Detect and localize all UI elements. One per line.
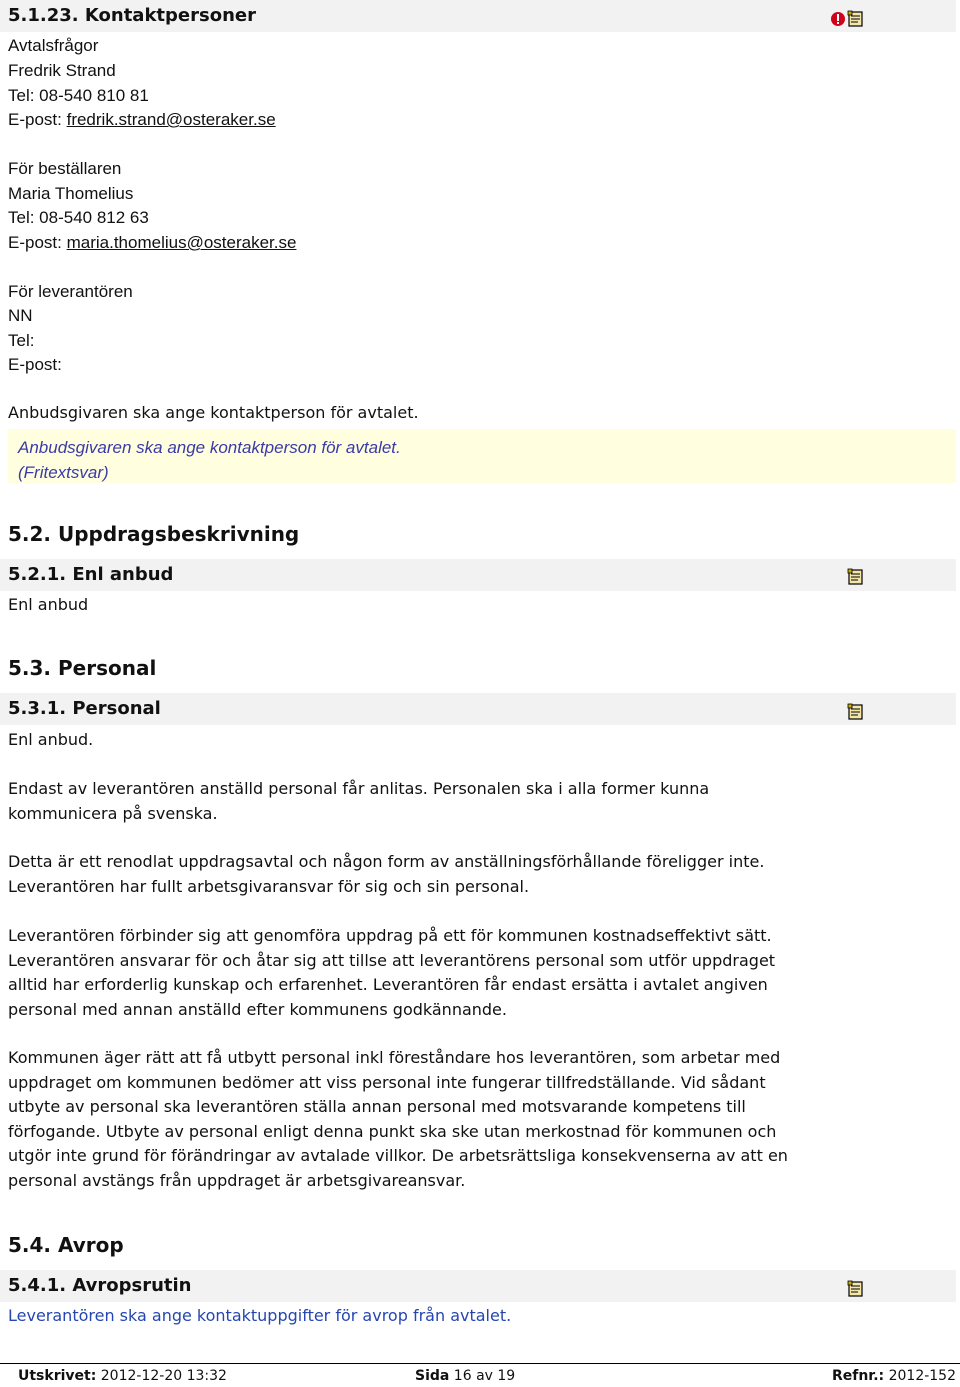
footer-ref-label: Refnr.: — [831, 1368, 885, 1384]
scroll-icon[interactable] — [847, 10, 863, 26]
section-text: Leverantören ska ange kontaktuppgifter för avrop från avtalet. — [8, 1306, 512, 1325]
answer-box — [8, 429, 956, 483]
contact-email-label: E-post: — [8, 110, 67, 129]
section-heading-5-4: 5.4. Avrop — [8, 1233, 124, 1257]
footer-page — [415, 1365, 515, 1387]
page-footer — [0, 1363, 960, 1385]
paragraph: Endast av leverantören anställd personal får anlitas. Personalen ska i alla former kunna kommunicera på svenska. — [8, 779, 710, 823]
scroll-icon[interactable] — [847, 703, 863, 719]
scroll-icon[interactable] — [847, 1280, 863, 1296]
section-intro: Enl anbud. — [8, 730, 94, 749]
footer-page-value: 16 av 19 — [449, 1368, 516, 1384]
requirement-text: Anbudsgivaren ska ange kontaktperson för avtalet. — [8, 403, 419, 422]
contact-role: För beställaren — [8, 159, 122, 178]
answer-type: (Fritextsvar) — [18, 462, 109, 482]
paragraph: Leverantören förbinder sig att genomföra uppdrag på ett för kommunen kostnadseffektivt sätt. Leverantören ansvarar för och åtar sig att tillse att leverantörens personal som utför uppdraget alltid har erforderlig kunskap och erfarenhet. Leverantören får endast ersätta i avtalet angiven personal med annan anställd efter kommunens godkännande. — [8, 926, 776, 1019]
contact-name: Fredrik Strand — [8, 61, 116, 80]
contact-email-row — [8, 353, 956, 377]
footer-printed-label: Utskrivet: — [18, 1368, 97, 1384]
paragraph: Kommunen äger rätt att få utbytt personal inkl föreståndare hos leverantören, som arbetar med uppdraget om kommunen bedömer att viss personal inte fungerar tillfredställande. Vid sådant utbyte av personal ska leverantören ställa annan personal med motsvarande kompetens till förfogande. Utbyte av personal enligt denna punkt ska ske utan merkostnad för kommunen och utgör inte grund för förändringar av avtalade villkor. De arbetsrättsliga konsekvenserna av att en personal avstängs från uppdraget är arbetsgivareansvar. — [8, 1048, 788, 1190]
contact-role: För leverantören — [8, 282, 133, 301]
contact-email-row — [8, 231, 956, 255]
footer-ref — [832, 1365, 956, 1387]
contact-email-label: E-post: — [8, 355, 62, 374]
footer-page-label: Sida — [415, 1368, 450, 1384]
contact-email-label: E-post: — [8, 233, 67, 252]
contact-tel: Tel: — [8, 331, 35, 350]
contact-email-row — [8, 108, 956, 132]
contact-email-link[interactable]: maria.thomelius@osteraker.se — [66, 233, 297, 252]
footer-printed-value: 2012-12-20 13:32 — [96, 1368, 227, 1384]
section-heading-5-2: 5.2. Uppdragsbeskrivning — [8, 522, 300, 546]
scroll-icon[interactable] — [847, 568, 863, 584]
footer-ref-value: 2012-152 — [884, 1368, 956, 1384]
section-heading-5-3: 5.3. Personal — [8, 656, 157, 680]
contact-name: NN — [8, 306, 33, 325]
contact-role: Avtalsfrågor — [8, 36, 99, 55]
section-heading-5-1-23: 5.1.23. Kontaktpersoner — [8, 5, 256, 26]
paragraph: Detta är ett renodlat uppdragsavtal och någon form av anställningsförhållande föreligger inte. Leverantören har fullt arbetsgivaransvar för sig och sin personal. — [8, 852, 765, 896]
section-text: Enl anbud — [8, 595, 89, 614]
contact-email-link[interactable]: fredrik.strand@osteraker.se — [66, 110, 276, 129]
answer-text: Anbudsgivaren ska ange kontaktperson för avtalet. — [18, 438, 401, 457]
contact-tel: Tel: 08-540 810 81 — [8, 86, 149, 105]
footer-printed — [18, 1365, 227, 1387]
footer-rule — [0, 1363, 960, 1364]
warning-icon[interactable] — [830, 11, 846, 27]
section-heading-5-4-1: 5.4.1. Avropsrutin — [8, 1275, 192, 1296]
contact-tel: Tel: 08-540 812 63 — [8, 208, 149, 227]
contact-name: Maria Thomelius — [8, 184, 134, 203]
section-heading-5-3-1: 5.3.1. Personal — [8, 698, 161, 719]
section-heading-5-2-1: 5.2.1. Enl anbud — [8, 564, 174, 585]
